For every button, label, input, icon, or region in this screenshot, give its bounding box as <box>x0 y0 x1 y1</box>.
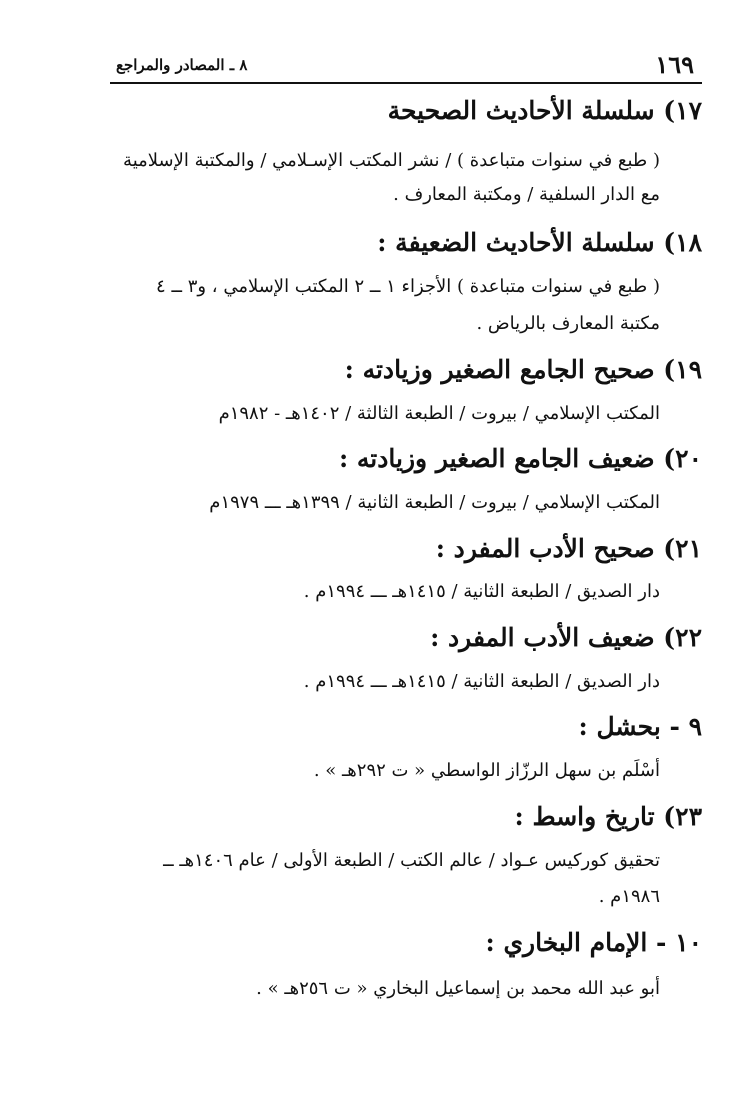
entry-18-line-1: ( طبع في سنوات متباعدة ) الأجزاء ١ ــ ٢ المكتب الإسلامي ، و٣ ــ ٤ <box>156 276 660 297</box>
entry-title-19: ١٩) صحيح الجامع الصغير وزيادته : <box>344 355 702 384</box>
entry-23-line-1: تحقيق كوركيس عـواد / عالم الكتب / الطبعة الأولى / عام ١٤٠٦هـ ــ <box>163 850 660 871</box>
section-10-line-1: أبو عبد الله محمد بن إسماعيل البخاري « ت ٢٥٦هـ » . <box>256 978 660 999</box>
entry-17-line-1: ( طبع في سنوات متباعدة ) / نشر المكتب الإسـلامي / والمكتبة الإسلامية <box>123 150 660 171</box>
entry-title-23: ٢٣) تاريخ واسط : <box>514 802 702 831</box>
section-9-line-1: أسْلَم بن سهل الرزّاز الواسطي « ت ٢٩٢هـ » . <box>313 760 660 781</box>
entry-18-line-2: مكتبة المعارف بالرياض . <box>476 313 660 334</box>
entry-17-line-2: مع الدار السلفية / ومكتبة المعارف . <box>393 184 660 205</box>
entry-title-21: ٢١) صحيح الأدب المفرد : <box>435 534 702 563</box>
entry-19-line-1: المكتب الإسلامي / بيروت / الطبعة الثالثة / ١٤٠٢هـ - ١٩٨٢م <box>218 403 660 424</box>
page-number: ١٦٩ <box>655 50 694 79</box>
entry-22-line-1: دار الصديق / الطبعة الثانية / ١٤١٥هـ ـــ ١٩٩٤م . <box>303 671 660 692</box>
entry-title-18: ١٨) سلسلة الأحاديث الضعيفة : <box>377 228 702 257</box>
entry-23-line-2: ١٩٨٦م . <box>598 886 660 907</box>
section-title-9: ٩ - بحشل : <box>578 712 702 741</box>
entry-title-17: ١٧) سلسلة الأحاديث الصحيحة <box>387 96 702 125</box>
chapter-title: ٨ ـ المصادر والمراجع <box>116 56 248 74</box>
entry-title-22: ٢٢) ضعيف الأدب المفرد : <box>430 623 702 652</box>
entry-21-line-1: دار الصديق / الطبعة الثانية / ١٤١٥هـ ـــ ١٩٩٤م . <box>303 581 660 602</box>
page-header <box>110 48 702 84</box>
entry-title-20: ٢٠) ضعيف الجامع الصغير وزيادته : <box>338 444 702 473</box>
section-title-10: ١٠ - الإمام البخاري : <box>485 928 702 957</box>
entry-20-line-1: المكتب الإسلامي / بيروت / الطبعة الثانية / ١٣٩٩هـ ـــ ١٩٧٩م <box>209 492 660 513</box>
